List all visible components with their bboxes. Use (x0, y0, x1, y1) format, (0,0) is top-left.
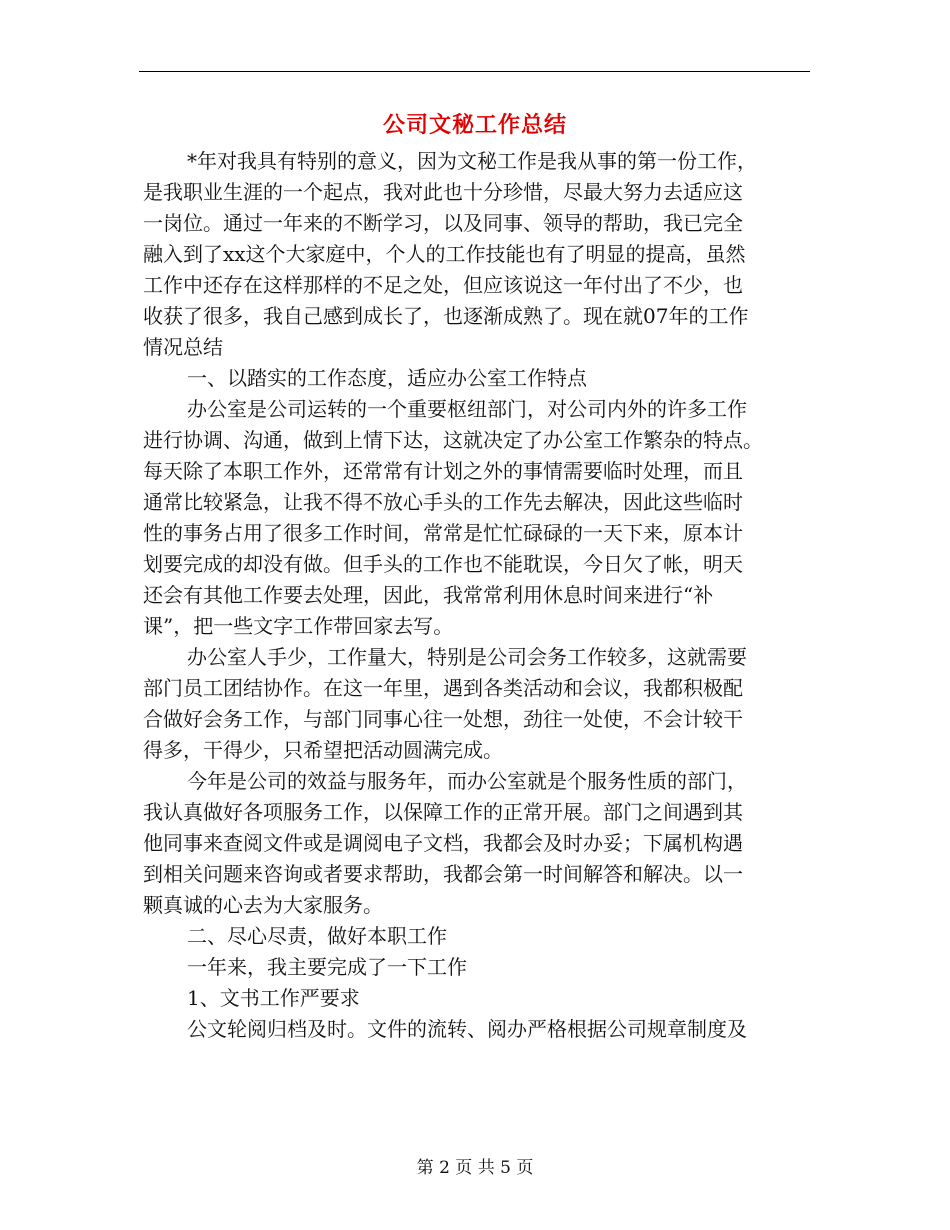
text-line: *年对我具有特别的意义，因为文秘工作是我从事的第一份工作， (187, 149, 757, 173)
page-footer: 第 2 页 共 5 页 (416, 1158, 534, 1178)
text-line: 颗真诚的心去为大家服务。 (143, 893, 383, 917)
text-line: 划要完成的却没有做。但手头的工作也不能耽误，今日欠了帐，明天 (143, 552, 743, 576)
text-line: 我认真做好各项服务工作，以保障工作的正常开展。部门之间遇到其 (143, 800, 743, 824)
document-body (143, 146, 808, 1045)
text-line: 1、文书工作严要求 (187, 986, 360, 1010)
text-line: 部门员工团结协作。在这一年里，遇到各类活动和会议，我都积极配 (143, 676, 743, 700)
text-line: 性的事务占用了很多工作时间，常常是忙忙碌碌的一天下来，原本计 (143, 521, 743, 545)
text-line: 到相关问题来咨询或者要求帮助，我都会第一时间解答和解决。以一 (143, 862, 743, 886)
text-line: 公文轮阅归档及时。文件的流转、阅办严格根据公司规章制度及 (187, 1017, 747, 1041)
text-line: 还会有其他工作要去处理，因此，我常常利用休息时间来进行“补 (143, 583, 714, 607)
text-line: 今年是公司的效益与服务年，而办公室就是个服务性质的部门， (187, 769, 747, 793)
text-line: 办公室是公司运转的一个重要枢纽部门，对公司内外的许多工作 (187, 397, 747, 421)
text-line: 融入到了xx这个大家庭中，个人的工作技能也有了明显的提高，虽然 (143, 242, 746, 266)
text-line: 是我职业生涯的一个起点，我对此也十分珍惜，尽最大努力去适应这 (143, 180, 743, 204)
text-line: 一、以踏实的工作态度，适应办公室工作特点 (187, 366, 587, 390)
header-rule (139, 71, 810, 72)
text-line: 得多，干得少，只希望把活动圆满完成。 (143, 738, 503, 762)
text-line: 一岗位。通过一年来的不断学习，以及同事、领导的帮助，我已完全 (143, 211, 743, 235)
text-line: 合做好会务工作，与部门同事心往一处想，劲往一处使，不会计较干 (143, 707, 743, 731)
text-line: 每天除了本职工作外，还常常有计划之外的事情需要临时处理，而且 (143, 459, 743, 483)
document-title: 公司文秘工作总结 (382, 112, 567, 138)
text-line: 办公室人手少，工作量大，特别是公司会务工作较多，这就需要 (187, 645, 747, 669)
text-line: 进行协调、沟通，做到上情下达，这就决定了办公室工作繁杂的特点。 (143, 428, 763, 452)
text-line: 情况总结 (143, 335, 223, 359)
text-line: 二、尽心尽责，做好本职工作 (187, 924, 447, 948)
text-line: 课”，把一些文字工作带回家去写。 (143, 614, 454, 638)
text-line: 他同事来查阅文件或是调阅电子文档，我都会及时办妥；下属机构遇 (143, 831, 743, 855)
text-line: 通常比较紧急，让我不得不放心手头的工作先去解决，因此这些临时 (143, 490, 743, 514)
text-line: 工作中还存在这样那样的不足之处，但应该说这一年付出了不少，也 (143, 273, 743, 297)
text-line: 一年来，我主要完成了一下工作 (187, 955, 467, 979)
text-line: 收获了很多，我自己感到成长了，也逐渐成熟了。现在就07年的工作 (143, 304, 749, 328)
